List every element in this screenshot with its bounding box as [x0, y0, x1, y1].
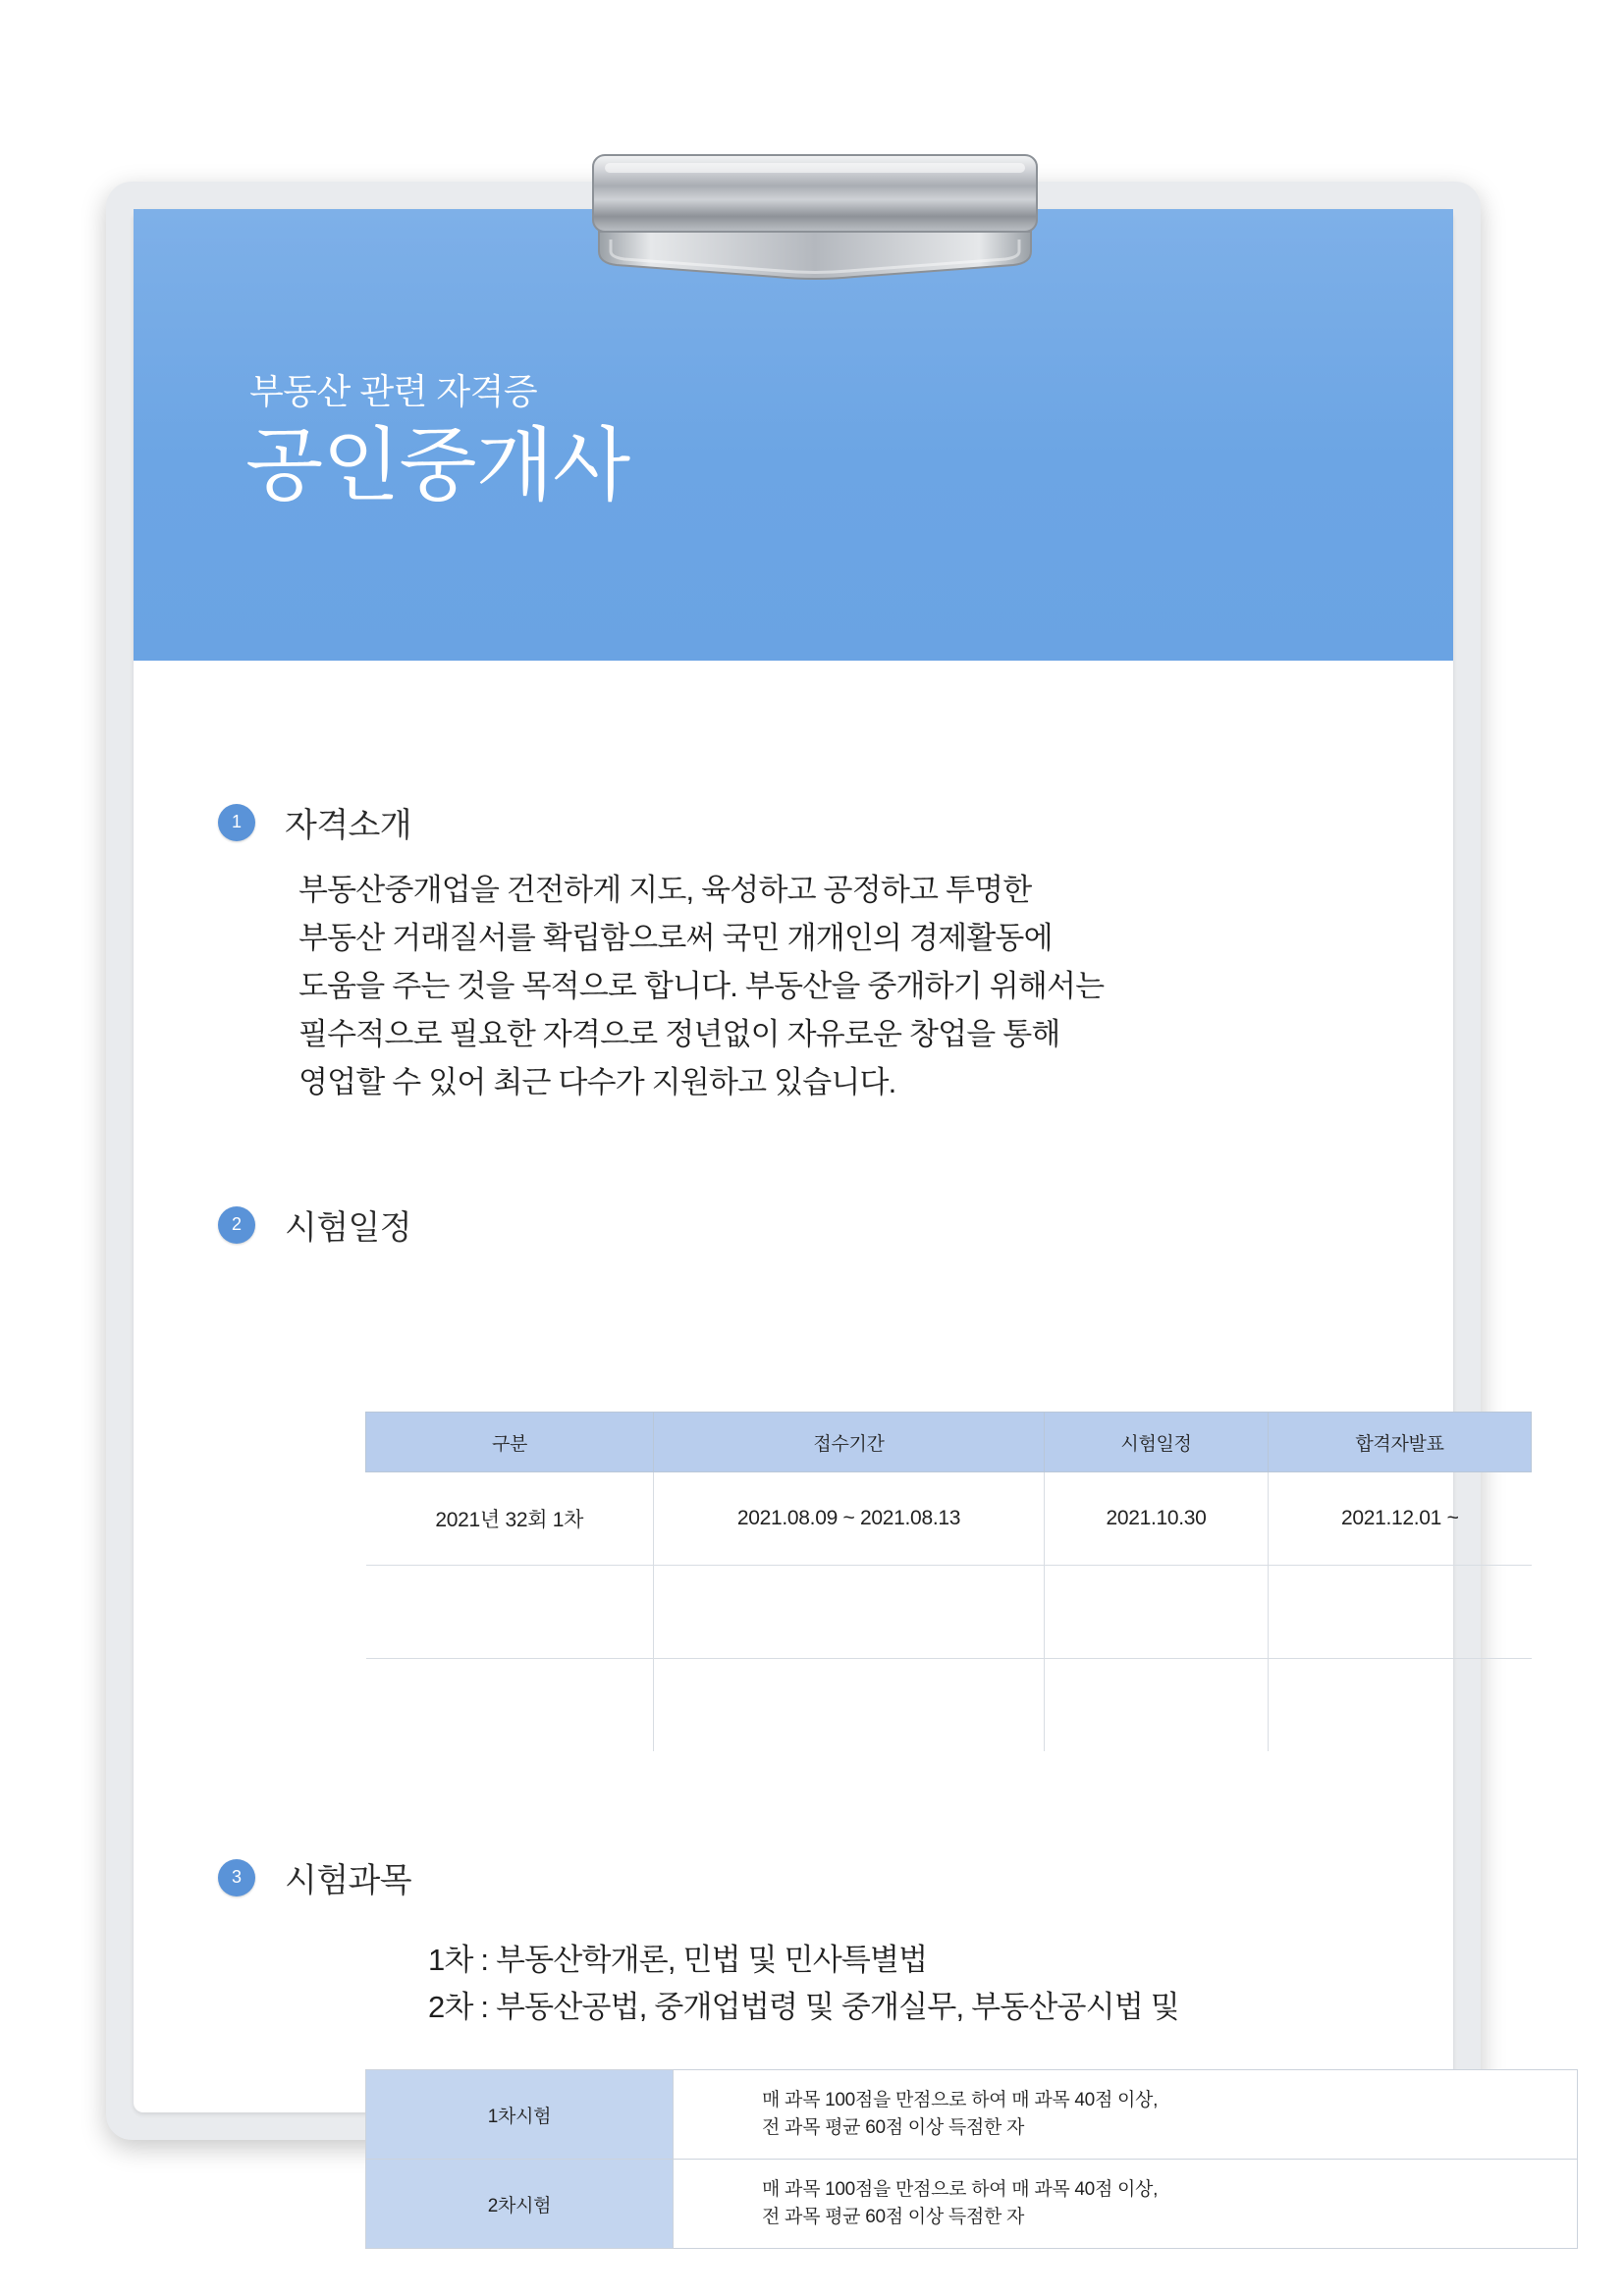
table-row — [366, 2160, 1578, 2249]
table-row — [366, 1472, 1532, 1566]
cell-category: 2021년 32회 1차 — [366, 1472, 654, 1566]
table-row — [366, 1659, 1532, 1752]
section-header-schedule — [218, 1201, 411, 1249]
table-row — [366, 2070, 1578, 2160]
cell-result-date: 2021.12.01 ~ — [1269, 1472, 1532, 1566]
cell-category — [366, 1566, 654, 1659]
section-title-schedule: 시험일정 — [285, 1209, 411, 1247]
cell-exam-date — [1045, 1566, 1269, 1659]
criteria-line: 매 과목 100점을 만점으로 하여 매 과목 40점 이상, — [762, 2089, 1159, 2110]
cell-exam-stage: 1차시험 — [366, 2070, 674, 2160]
cell-result-date — [1269, 1566, 1532, 1659]
header-subtitle: 부동산 관련 자격증 — [249, 371, 538, 411]
column-header-category: 구분 — [366, 1413, 654, 1472]
section-title-subjects: 시험과목 — [285, 1862, 411, 1899]
table-row — [366, 1566, 1532, 1659]
cell-criteria — [674, 2070, 1578, 2160]
cell-exam-stage: 2차시험 — [366, 2160, 674, 2249]
intro-paragraph — [298, 867, 1104, 1107]
cell-result-date — [1269, 1659, 1532, 1752]
criteria-line: 매 과목 100점을 만점으로 하여 매 과목 40점 이상, — [762, 2178, 1159, 2200]
clipboard-paper — [134, 209, 1459, 2227]
section-badge-1: 1 — [218, 804, 255, 841]
cell-criteria — [674, 2160, 1578, 2249]
intro-line: 부동산중개업을 건전하게 지도, 육성하고 공정하고 투명한 — [298, 873, 1032, 907]
section-badge-3: 3 — [218, 1859, 255, 1896]
page-title: 공인중개사 — [245, 421, 630, 510]
intro-line: 부동산 거래질서를 확립함으로써 국민 개개인의 경제활동에 — [298, 920, 1053, 955]
section-header-intro — [218, 798, 411, 846]
clipboard-clip — [589, 149, 1041, 282]
cell-application-period — [654, 1566, 1045, 1659]
table-header-row — [366, 1413, 1532, 1472]
cell-exam-date — [1045, 1659, 1269, 1752]
cell-application-period — [654, 1659, 1045, 1752]
cell-category — [366, 1659, 654, 1752]
section-badge-2: 2 — [218, 1206, 255, 1244]
criteria-line: 전 과목 평균 60점 이상 득점한 자 — [762, 2117, 1025, 2138]
intro-line: 도움을 주는 것을 목적으로 합니다. 부동산을 중개하기 위해서는 — [298, 968, 1105, 1003]
column-header-application-period: 접수기간 — [654, 1413, 1045, 1472]
subject-line-first: 1차 : 부동산학개론, 민법 및 민사특별법 — [428, 1943, 928, 1977]
subject-line-second: 2차 : 부동산공법, 중개업법령 및 중개실무, 부동산공시법 및 — [428, 1990, 1179, 2025]
pass-criteria-table — [365, 2069, 1578, 2249]
subject-list — [428, 1937, 1179, 2031]
criteria-line: 전 과목 평균 60점 이상 득점한 자 — [762, 2207, 1025, 2227]
clipboard-board — [106, 182, 1481, 2227]
section-title-intro: 자격소개 — [285, 807, 411, 844]
intro-line: 필수적으로 필요한 자격으로 정년없이 자유로운 창업을 통해 — [298, 1016, 1060, 1051]
cell-application-period: 2021.08.09 ~ 2021.08.13 — [654, 1472, 1045, 1566]
column-header-exam-date: 시험일정 — [1045, 1413, 1269, 1472]
cell-exam-date: 2021.10.30 — [1045, 1472, 1269, 1566]
intro-line: 영업할 수 있어 최근 다수가 지원하고 있습니다. — [298, 1064, 896, 1099]
section-header-subjects — [218, 1853, 411, 1901]
column-header-result-date: 합격자발표 — [1269, 1413, 1532, 1472]
exam-schedule-table — [365, 1412, 1532, 1751]
